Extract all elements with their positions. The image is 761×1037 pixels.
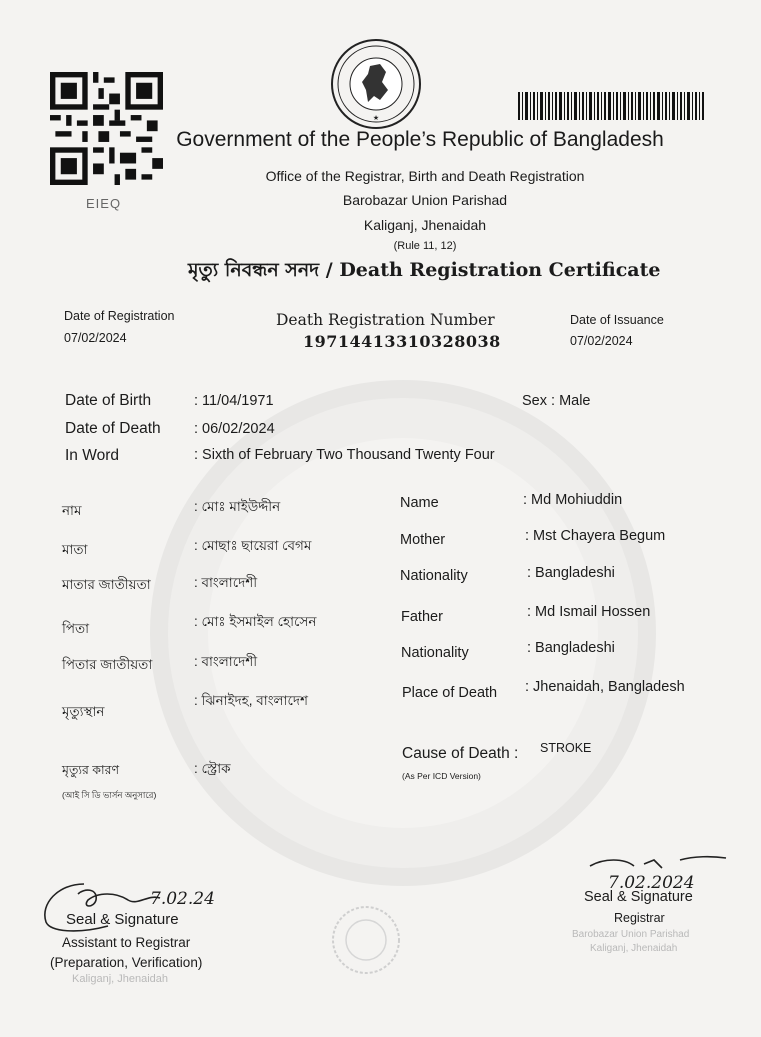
- government-seal-icon: [330, 38, 422, 130]
- assistant-role-detail: (Preparation, Verification): [50, 955, 203, 970]
- bn-place-of-death-label: মৃত্যুস্থান: [62, 704, 105, 719]
- registrar-seal-label: Seal & Signature: [584, 889, 693, 905]
- date-of-issuance-label: Date of Issuance: [570, 313, 664, 327]
- bn-mother-nationality-value: : বাংলাদেশী: [194, 575, 258, 590]
- assistant-seal-label: Seal & Signature: [66, 911, 179, 928]
- center-stamp-icon: [330, 904, 402, 976]
- registration-number-label: Death Registration Number: [276, 311, 495, 329]
- registration-number-value: 19714413310328038: [303, 332, 501, 351]
- location-name: Kaliganj, Jhenaidah: [363, 217, 487, 233]
- union-name: Barobazar Union Parishad: [342, 192, 508, 208]
- bn-mother-value: : মোছাঃ ছায়েরা বেগম: [194, 538, 312, 553]
- date-of-birth-label: Date of Birth: [65, 392, 152, 409]
- en-father-label: Father: [401, 609, 443, 625]
- bn-cause-of-death-value: : স্ট্রোক: [194, 761, 231, 776]
- en-mother-label: Mother: [400, 532, 446, 548]
- assistant-signature-date: 7.02.24: [150, 889, 215, 909]
- en-father-value: : Md Ismail Hossen: [527, 604, 651, 620]
- registrar-role: Registrar: [614, 911, 665, 925]
- en-father-nationality-label: Nationality: [401, 645, 469, 661]
- en-cause-note: (As Per ICD Version): [402, 771, 481, 781]
- registrar-faint-stamp-line2: Kaliganj, Jhenaidah: [590, 943, 678, 954]
- en-father-nationality-value: : Bangladeshi: [527, 640, 615, 656]
- barcode-image: [518, 92, 704, 120]
- qr-code-text: EIEQ: [86, 196, 122, 211]
- in-word-value: : Sixth of February Two Thousand Twenty Four: [194, 447, 495, 463]
- registrar-signature-date: 7.02.2024: [608, 873, 695, 893]
- en-mother-value: : Mst Chayera Begum: [525, 528, 666, 544]
- svg-text:★: ★: [372, 114, 380, 122]
- bn-father-label: পিতা: [62, 621, 90, 636]
- en-place-of-death-value: : Jhenaidah, Bangladesh: [525, 679, 685, 695]
- bn-father-nationality-value: : বাংলাদেশী: [194, 654, 258, 669]
- date-of-death-label: Date of Death: [65, 420, 161, 437]
- date-of-registration-value: 07/02/2024: [64, 331, 127, 345]
- assistant-faint-stamp: Kaliganj, Jhenaidah: [72, 973, 169, 985]
- date-of-issuance-value: 07/02/2024: [570, 334, 633, 348]
- date-of-birth-value: : 11/04/1971: [194, 393, 274, 409]
- en-place-of-death-label: Place of Death: [402, 685, 498, 701]
- bn-cause-of-death-label: মৃত্যুর কারণ: [62, 763, 120, 777]
- bn-name-value: : মোঃ মাইউদ্দীন: [194, 499, 281, 514]
- bn-name-label: নাম: [62, 503, 82, 518]
- bn-place-of-death-value: : ঝিনাইদহ, বাংলাদেশ: [194, 693, 308, 708]
- date-of-registration-label: Date of Registration: [64, 309, 175, 323]
- bn-father-nationality-label: পিতার জাতীয়তা: [62, 657, 153, 672]
- sex-value: Sex : Male: [522, 393, 591, 409]
- certificate-title: মৃত্যু নিবন্ধন সনদ / Death Registration Certificate: [188, 259, 661, 281]
- rule-reference: (Rule 11, 12): [393, 240, 457, 252]
- bn-mother-label: মাতা: [62, 542, 88, 557]
- government-title: Government of the People’s Republic of Bangladesh: [176, 128, 664, 151]
- en-cause-of-death-value: STROKE: [540, 741, 592, 755]
- office-name: Office of the Registrar, Birth and Death Registration: [265, 168, 585, 184]
- bn-cause-note: (আই সি ডি ভার্সন অনুসারে): [62, 790, 157, 800]
- en-name-label: Name: [400, 495, 439, 511]
- en-mother-nationality-label: Nationality: [400, 568, 468, 584]
- bn-mother-nationality-label: মাতার জাতীয়তা: [62, 577, 151, 592]
- en-name-value: : Md Mohiuddin: [523, 492, 623, 508]
- registrar-faint-stamp-line1: Barobazar Union Parishad: [572, 929, 690, 940]
- en-cause-of-death-label: Cause of Death :: [402, 745, 519, 762]
- bn-father-value: : মোঃ ইসমাইল হোসেন: [194, 614, 317, 629]
- assistant-role: Assistant to Registrar: [62, 935, 191, 950]
- en-mother-nationality-value: : Bangladeshi: [527, 565, 615, 581]
- in-word-label: In Word: [65, 447, 119, 464]
- date-of-death-value: : 06/02/2024: [194, 421, 275, 437]
